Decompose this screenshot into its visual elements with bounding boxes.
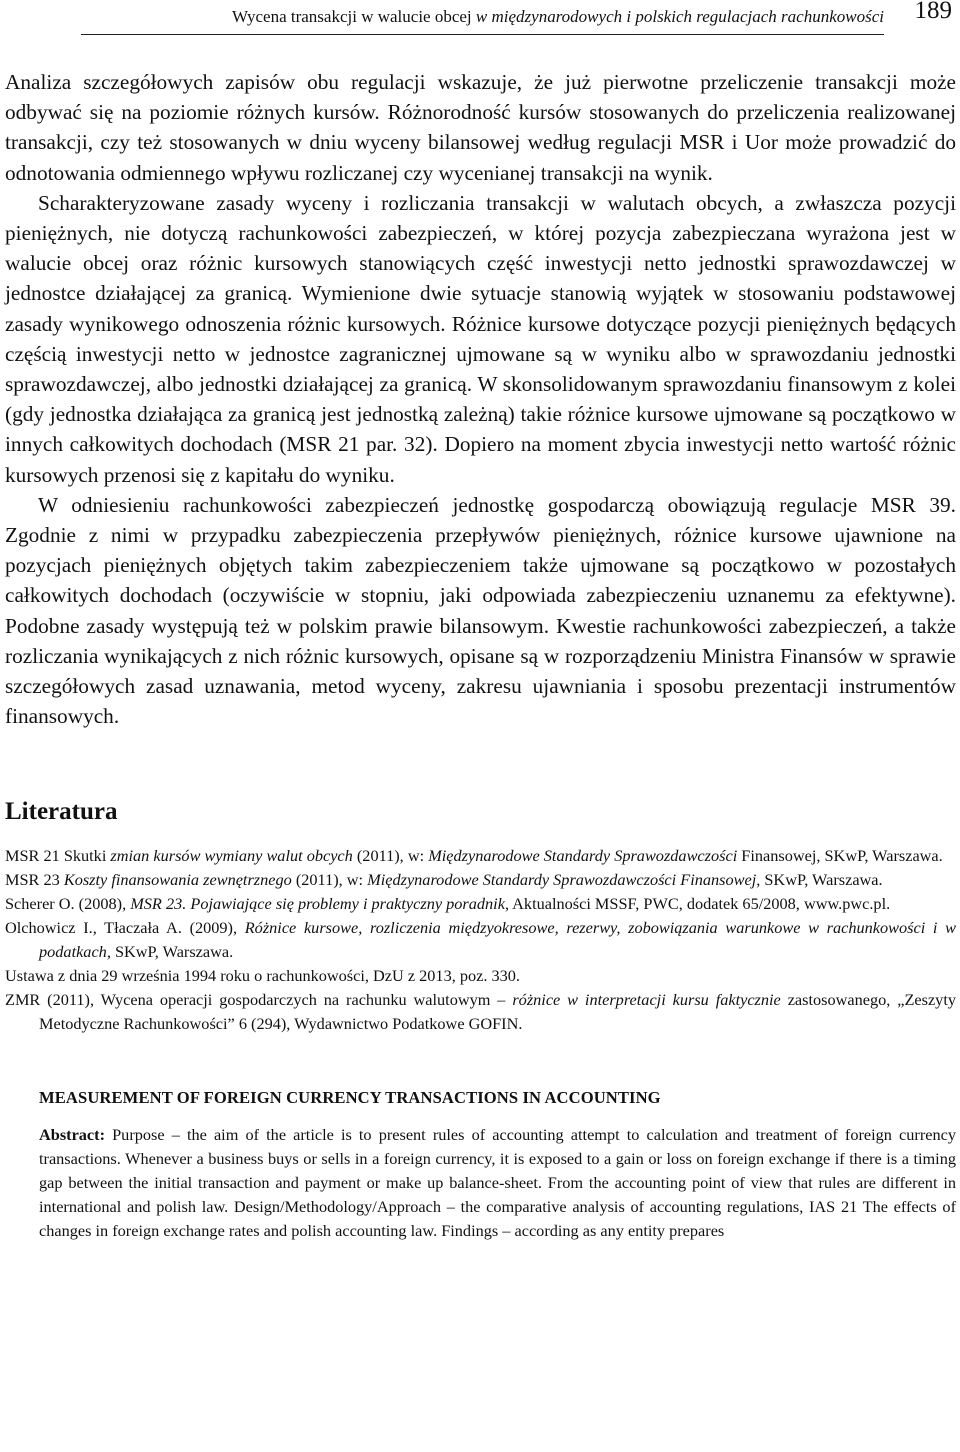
reference-item: MSR 23 Koszty finansowania zewnętrznego (2011), w: Międzynarodowe Standardy Sprawozdawczości Finansowej, SKwP, Warszawa.	[5, 870, 883, 890]
literature-heading: Literatura	[5, 798, 118, 826]
reference-item: Ustawa z dnia 29 września 1994 roku o rachunkowości, DzU z 2013, poz. 330.	[5, 966, 520, 986]
abstract-text: Purpose – the aim of the article is to present rules of accounting attempt to calculation and treatment of foreign currency transactions. Whenever a business buys or sells in a foreign currency, it is exposed to a gain or loss on foreign exchange if there is a timing gap between the initial transaction and payment or make up balance-sheet. From the accounting point of view that rules are different in international and polish law. Design/Methodology/Approach – the comparative analysis of accounting regulations, IAS 21 The effects of changes in foreign exchange rates and polish accounting law. Findings – according as any entity prepares	[39, 1125, 956, 1241]
reference-list	[5, 844, 956, 1036]
abstract-label: Abstract:	[39, 1125, 106, 1145]
paragraph: Analiza szczegółowych zapisów obu regulacji wskazuje, że już pierwotne przeliczenie transakcji może odbywać się na poziomie różnych kursów. Różnorodność kursów stosowanych do przeliczenia realizowanej transakcji, czy też stosowanych w dniu wyceny bilansowej według regulacji MSR i Uor może prowadzić do odnotowania odmiennego wpływu rozliczanej czy wycenianej transakcji na wynik.	[5, 70, 956, 185]
english-title: MEASUREMENT OF FOREIGN CURRENCY TRANSACTIONS IN ACCOUNTING	[39, 1088, 661, 1108]
page-number: 189	[914, 0, 952, 24]
running-title	[232, 7, 884, 27]
running-title-italic: w międzynarodowych i polskich regulacjach rachunkowości	[475, 7, 884, 26]
main-text	[5, 67, 956, 731]
reference-item: ZMR (2011), Wycena operacji gospodarczych na rachunku walutowym – różnice w interpretacji kursu faktycznie zastosowanego, „Zeszyty Metodyczne Rachunkowości” 6 (294), Wydawnictwo Podatkowe GOFIN.	[5, 990, 956, 1034]
reference-item: Scherer O. (2008), MSR 23. Pojawiające się problemy i praktyczny poradnik, Aktualności MSSF, PWC, dodatek 65/2008, www.pwc.pl.	[5, 894, 891, 914]
reference-item: MSR 21 Skutki zmian kursów wymiany walut obcych (2011), w: Międzynarodowe Standardy Sprawozdawczości Finansowej, SKwP, Warszawa.	[5, 846, 943, 866]
running-title-normal: Wycena transakcji w walucie obcej	[231, 7, 476, 26]
abstract	[39, 1123, 956, 1243]
paragraph: Scharakteryzowane zasady wyceny i rozliczania transakcji w walutach obcych, a zwłaszcza pozycji pieniężnych, nie dotyczą rachunkowości zabezpieczeń, w której pozycja zabezpieczana wyrażona jest w walucie obcej oraz różnic kursowych stanowiących część inwestycji netto jednostki sprawozdawczej w jednostce działającej za granicą. Wymienione dwie sytuacje stanowią wyjątek w stosowaniu podstawowej zasady wynikowego odnoszenia różnic kursowych. Różnice kursowe dotyczące pozycji pieniężnych będących częścią inwestycji netto w jednostce zagranicznej ujmowane są w wyniku albo w sprawozdaniu jednostki sprawozdawczej, albo jednostki działającej za granicą. W skonsolidowanym sprawozdaniu finansowym z kolei (gdy jednostka działająca za granicą jest jednostką zależną) takie różnice kursowe ujmowane są początkowo w innych całkowitych dochodach (MSR 21 par. 32). Dopiero na moment zbycia inwestycji netto wartość różnic kursowych przenosi się z kapitału do wyniku.	[5, 190, 956, 487]
running-head	[81, 0, 952, 35]
reference-item: Olchowicz I., Tłaczała A. (2009), Różnice kursowe, rozliczenia międzyokresowe, rezerwy, zobowiązania warunkowe w rachunkowości i w podatkach, SKwP, Warszawa.	[5, 918, 956, 962]
paragraph: W odniesieniu rachunkowości zabezpieczeń jednostkę gospodarczą obowiązują regulacje MSR 39. Zgodnie z nimi w przypadku zabezpieczenia przepływów pieniężnych, różnice kursowe ujawnione na pozycjach pieniężnych objętych takim zabezpieczeniem także ujmowane są początkowo w pozostałych całkowitych dochodach (oczywiście w stopniu, jaki odpowiada zabezpieczeniu uznanemu za efektywne). Podobne zasady występują też w polskim prawie bilansowym. Kwestie rachunkowości zabezpieczeń, a także rozliczania wynikających z nich różnic kursowych, opisane są w rozporządzeniu Ministra Finansów w sprawie szczegółowych zasad uznawania, metod wyceny, zakresu ujawniania i sposobu prezentacji instrumentów finansowych.	[5, 492, 956, 729]
